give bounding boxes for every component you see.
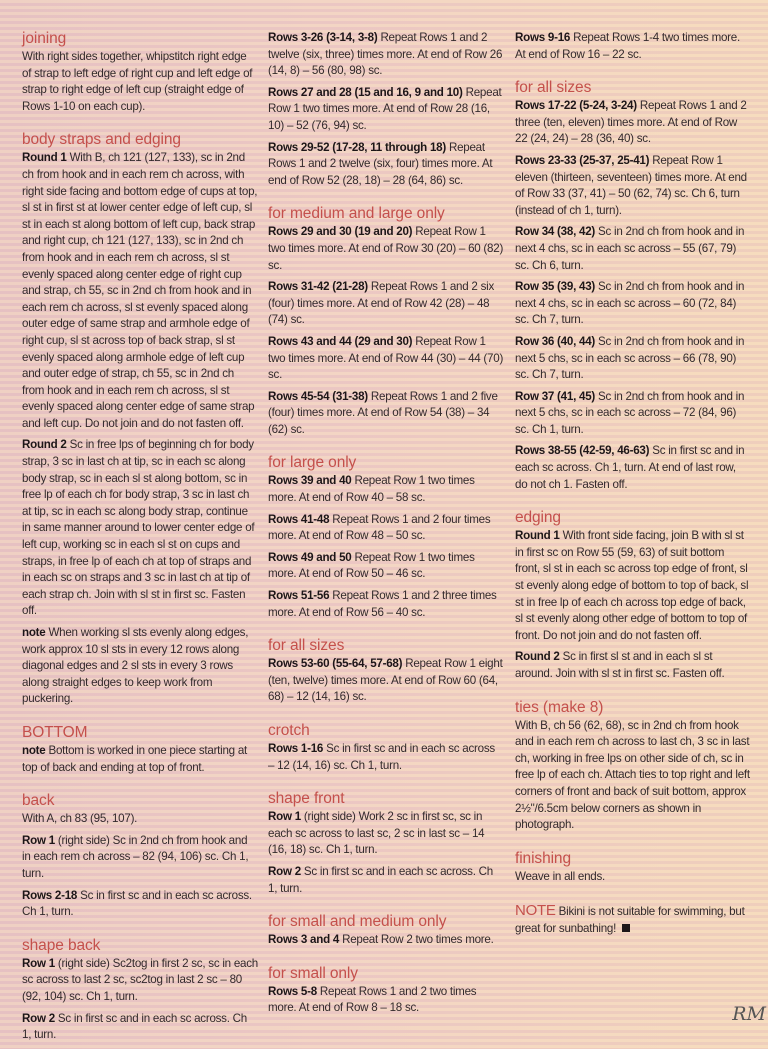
closing-note [515, 903, 751, 937]
step-label: Rows 51-56 [268, 589, 330, 603]
paragraph-text: Repeat Rows 1 and 2 two times more. At end of Row 8 – 18 sc. [268, 984, 477, 1015]
instruction-paragraph [515, 98, 751, 148]
section-heading: finishing [515, 849, 571, 867]
instruction-paragraph [22, 150, 258, 432]
instruction-paragraph [22, 811, 258, 828]
handwritten-initials: RM [732, 1003, 766, 1025]
paragraph-text: (right side) Work 2 sc in first sc, sc in each sc across to last sc, 2 sc in last sc – 14 (16, 18) sc. Ch 1, turn. [268, 810, 485, 857]
paragraph-text: Sc in first sc and in each sc across. Ch 1, turn. [22, 888, 252, 919]
paragraph-text: With A, ch 83 (95, 107). [22, 812, 138, 826]
paragraph-text: Sc in first sc and in each sc across. Ch 1, turn. At end of last row, do not ch 1. Fasten off. [515, 444, 745, 491]
section-heading: for small only [268, 964, 358, 982]
step-label: Rows 49 and 50 [268, 550, 352, 564]
column-3 [515, 30, 751, 943]
instruction-paragraph [22, 1011, 258, 1044]
paragraph-text: Repeat Row 1 two times more. At end of Row 28 (16, 10) – 52 (76, 94) sc. [268, 85, 502, 132]
section-heading: for all sizes [515, 79, 592, 97]
step-label: Rows 39 and 40 [268, 474, 352, 488]
paragraph-text: Repeat Row 1 eleven (thirteen, seventeen) times more. At end of Row 33 (37, 41) – 50 (62, 74) sc. Ch 6, turn (instead of ch 1, turn). [515, 153, 747, 217]
paragraph-text: Weave in all ends. [515, 869, 606, 883]
paragraph-text: Repeat Rows 1 and 2 three times more. At end of Row 56 – 40 sc. [268, 589, 497, 619]
step-label: Rows 27 and 28 (15 and 16, 9 and 10) [268, 85, 463, 99]
section-heading: back [22, 792, 55, 810]
paragraph-text: Repeat Row 1 eight (ten, twelve) times more. At end of Row 60 (64, 68) – 12 (14, 16) sc. [268, 657, 503, 704]
column-1 [22, 30, 258, 1049]
paragraph-text: Repeat Rows 1 and 2 twelve (six, three) times more. At end of Row 26 (14, 8) – 56 (80, 98) sc. [268, 31, 503, 78]
paragraph-text: Repeat Row 1 two times more. At end of Row 50 – 46 sc. [268, 550, 475, 581]
paragraph-text: When working sl sts evenly along edges, work approx 10 sl sts in every 12 rows along diagonal edges and 2 sl sts in every 3 rows along straight edges to keep work from puckering. [22, 626, 249, 706]
paragraph-text: Repeat Rows 1 and 2 twelve (six, four) times more. At end of Row 52 (28, 18) – 28 (64, 86) sc. [268, 140, 493, 187]
section-heading: ties (make 8) [515, 698, 604, 716]
step-label: Rows 31-42 (21-28) [268, 280, 368, 294]
instruction-paragraph [515, 334, 751, 384]
instruction-paragraph [22, 833, 258, 883]
instruction-paragraph [22, 888, 258, 921]
paragraph-text: Repeat Row 1 two times more. At end of Row 40 – 58 sc. [268, 474, 475, 505]
instruction-paragraph [515, 649, 751, 682]
paragraph-text: With B, ch 56 (62, 68), sc in 2nd ch from hook and in each rem ch across to last ch, 3 sc in last ch, working in free lps on other side of ch, sc in free lp of each ch. Attach ties to top right and left corners of front and back of suit bottom, approx 2½"/6.5cm below corners as shown in photograph. [515, 718, 750, 832]
step-label: Row 34 (38, 42) [515, 225, 596, 239]
step-label: Row 2 [22, 1011, 55, 1025]
step-label: Rows 45-54 (31-38) [268, 389, 368, 403]
instruction-paragraph [22, 437, 258, 620]
paragraph-text: (right side) Sc2tog in first 2 sc, sc in each sc across to last 2 sc, sc2tog in last 2 sc – 80 (92, 104) sc. Ch 1, turn. [22, 956, 258, 1003]
instruction-paragraph [268, 224, 504, 274]
step-label: Round 1 [515, 529, 560, 543]
section-heading: for large only [268, 454, 357, 472]
instruction-paragraph [515, 718, 751, 834]
instruction-paragraph [22, 956, 258, 1006]
instruction-paragraph [22, 625, 258, 708]
section-heading: BOTTOM [22, 723, 88, 741]
paragraph-text: Sc in first sl st and in each sl st around. Join with sl st in first sc. Fasten off. [515, 650, 725, 680]
step-label: Rows 23-33 (25-37, 25-41) [515, 153, 650, 167]
section-heading: shape back [22, 936, 101, 954]
paragraph-text: Sc in first sc and in each sc across – 12 (14, 16) sc. Ch 1, turn. [268, 742, 495, 772]
step-label: Round 2 [22, 438, 67, 452]
instruction-paragraph [268, 932, 504, 949]
paragraph-text: With right sides together, whipstitch right edge of strap to left edge of right cup and left edge of strap to right edge of left cup (straight edge of Rows 1-10 on each cup). [22, 50, 253, 113]
step-label: note [22, 743, 46, 757]
column-2 [268, 30, 504, 1022]
instruction-paragraph [515, 224, 751, 274]
step-label: Row 36 (40, 44) [515, 334, 596, 348]
step-label: Row 2 [268, 864, 301, 878]
instruction-paragraph [268, 30, 504, 80]
paragraph-text: Sc in 2nd ch from hook and in next 4 chs, sc in each sc across – 60 (72, 84) sc. Ch 7, turn. [515, 280, 745, 327]
instruction-paragraph [268, 512, 504, 545]
step-label: Round 2 [515, 650, 560, 664]
step-label: Rows 9-16 [515, 31, 571, 44]
section-heading: for medium and large only [268, 205, 445, 223]
paragraph-text: Sc in 2nd ch from hook and in next 5 chs, sc in each sc across – 66 (78, 90) sc. Ch 7, turn. [515, 334, 745, 382]
paragraph-text: With front side facing, join B with sl st in first sc on Row 55 (59, 63) of suit bottom front, sl st in each sc across top edge of front, sl st evenly along edge of bottom to top of back, sl st in free lp of each ch across top edge of back, sl st evenly along other edge of bottom to top of front. Do not join and do not fasten off. [515, 529, 749, 642]
section-heading: body straps and edging [22, 131, 181, 149]
step-label: Row 1 [22, 833, 55, 847]
step-label: Rows 29-52 (17-28, 11 through 18) [268, 140, 446, 154]
paragraph-text: With B, ch 121 (127, 133), sc in 2nd ch from hook and in each rem ch across, with right side facing and bottom edge of cups at top, sl st in first st at lower center edge of left cup, sl st in each st along bottom of left cup, back strap and right cup, ch 121 (127, 133), sc in 2nd ch from hook and in each rem ch across, sl st evenly spaced along center edge of right cup and strap, ch 55, sc in 2nd ch from hook and in each rem ch across, sl st evenly spaced along outer edge of same strap and armhole edge of right cup, sl st across top of back strap, sl st evenly spaced along armhole edge of left cup and outer edge of strap, ch 55, sc in 2nd ch from hook and in each rem ch across, sl st evenly spaced along center edge of same strap and left cup. Do not join and do not fasten off. [22, 151, 258, 430]
section-heading: joining [22, 30, 67, 47]
paragraph-text: (right side) Sc in 2nd ch from hook and in each rem ch across – 82 (94, 106) sc. Ch 1, turn. [22, 833, 249, 880]
instruction-paragraph [22, 743, 258, 776]
instruction-paragraph [268, 140, 504, 190]
paragraph-text: Repeat Rows 1 and 2 five (four) times more. At end of Row 54 (38) – 34 (62) sc. [268, 389, 498, 436]
end-square-icon [622, 924, 630, 932]
step-label: note [22, 626, 46, 639]
step-label: Rows 53-60 (55-64, 57-68) [268, 657, 403, 671]
note-label: NOTE [515, 902, 556, 920]
instruction-paragraph [268, 334, 504, 384]
section-heading: crotch [268, 722, 310, 739]
step-label: Rows 17-22 (5-24, 3-24) [515, 99, 637, 113]
step-label: Rows 5-8 [268, 984, 317, 998]
paragraph-text: Sc in 2nd ch from hook and in next 5 chs, sc in each sc across – 72 (84, 96) sc. Ch 1, turn. [515, 389, 745, 436]
paragraph-text: Sc in first sc and in each sc across. Ch 1, turn. [268, 864, 493, 895]
instruction-paragraph [268, 473, 504, 506]
paragraph-text: Repeat Rows 1-4 two times more. At end of Row 16 – 22 sc. [515, 31, 740, 61]
paragraph-text: Bikini is not suitable for swimming, but great for sunbathing! [515, 905, 745, 935]
instruction-paragraph [268, 984, 504, 1017]
paragraph-text: Bottom is worked in one piece starting at top of back and ending at top of front. [22, 743, 248, 774]
step-label: Round 1 [22, 151, 67, 165]
step-label: Rows 43 and 44 (29 and 30) [268, 334, 413, 348]
section-heading: shape front [268, 790, 345, 808]
instruction-paragraph [268, 656, 504, 706]
step-label: Rows 2-18 [22, 888, 78, 902]
step-label: Rows 38-55 (42-59, 46-63) [515, 444, 650, 458]
step-label: Rows 3 and 4 [268, 933, 340, 947]
step-label: Rows 41-48 [268, 512, 330, 526]
step-label: Rows 29 and 30 (19 and 20) [268, 225, 413, 239]
paragraph-text: Sc in first sc and in each sc across. Ch 1, turn. [22, 1011, 247, 1042]
paragraph-text: Sc in 2nd ch from hook and in next 4 chs, sc in each sc across – 55 (67, 79) sc. Ch 6, turn. [515, 225, 745, 272]
paragraph-text: Repeat Rows 1 and 2 three (ten, eleven) times more. At end of Row 22 (24, 24) – 28 (36, 40) sc. [515, 99, 747, 146]
instruction-paragraph [22, 49, 258, 115]
paragraph-text: Repeat Row 2 two times more. [342, 933, 494, 947]
paragraph-text: Sc in free lps of beginning ch for body strap, 3 sc in last ch at tip, sc in each sc along body strap, sc in each sl st along bottom, sc in free lp of each ch for body strap, 3 sc in last ch at tip, sc in each sc along body strap, continue in same manner around to lower center edge of left cup, working sc in each sl st on cups and straps, in free lp of each ch at top of straps and in each sc on straps and 3 sc in last ch at tip of each strap ch. Join with sl st in first sc. Fasten off. [22, 438, 255, 618]
instruction-paragraph [515, 389, 751, 439]
step-label: Row 1 [22, 956, 55, 970]
instruction-paragraph [515, 869, 751, 886]
instruction-paragraph [268, 588, 504, 621]
paragraph-text: Repeat Row 1 two times more. At end of Row 30 (20) – 60 (82) sc. [268, 225, 504, 272]
instruction-paragraph [268, 85, 504, 135]
paragraph-text: Repeat Row 1 two times more. At end of Row 44 (30) – 44 (70) sc. [268, 334, 504, 382]
instruction-paragraph [515, 153, 751, 219]
instruction-paragraph [515, 528, 751, 644]
instruction-paragraph [268, 279, 504, 329]
instruction-paragraph [268, 550, 504, 583]
instruction-paragraph [268, 389, 504, 439]
step-label: Row 37 (41, 45) [515, 389, 596, 403]
step-label: Rows 3-26 (3-14, 3-8) [268, 31, 378, 44]
paragraph-text: Repeat Rows 1 and 2 four times more. At end of Row 48 – 50 sc. [268, 512, 491, 543]
instruction-paragraph [515, 279, 751, 329]
section-heading: edging [515, 509, 561, 527]
step-label: Row 1 [268, 810, 301, 824]
section-heading: for small and medium only [268, 913, 447, 931]
step-label: Rows 1-16 [268, 742, 324, 755]
section-heading: for all sizes [268, 637, 345, 655]
instruction-paragraph [268, 741, 504, 774]
instruction-paragraph [515, 443, 751, 493]
instruction-paragraph [268, 864, 504, 897]
instruction-paragraph [515, 30, 751, 63]
step-label: Row 35 (39, 43) [515, 280, 596, 294]
instruction-paragraph [268, 809, 504, 859]
paragraph-text: Repeat Rows 1 and 2 six (four) times more. At end of Row 42 (28) – 48 (74) sc. [268, 280, 495, 327]
